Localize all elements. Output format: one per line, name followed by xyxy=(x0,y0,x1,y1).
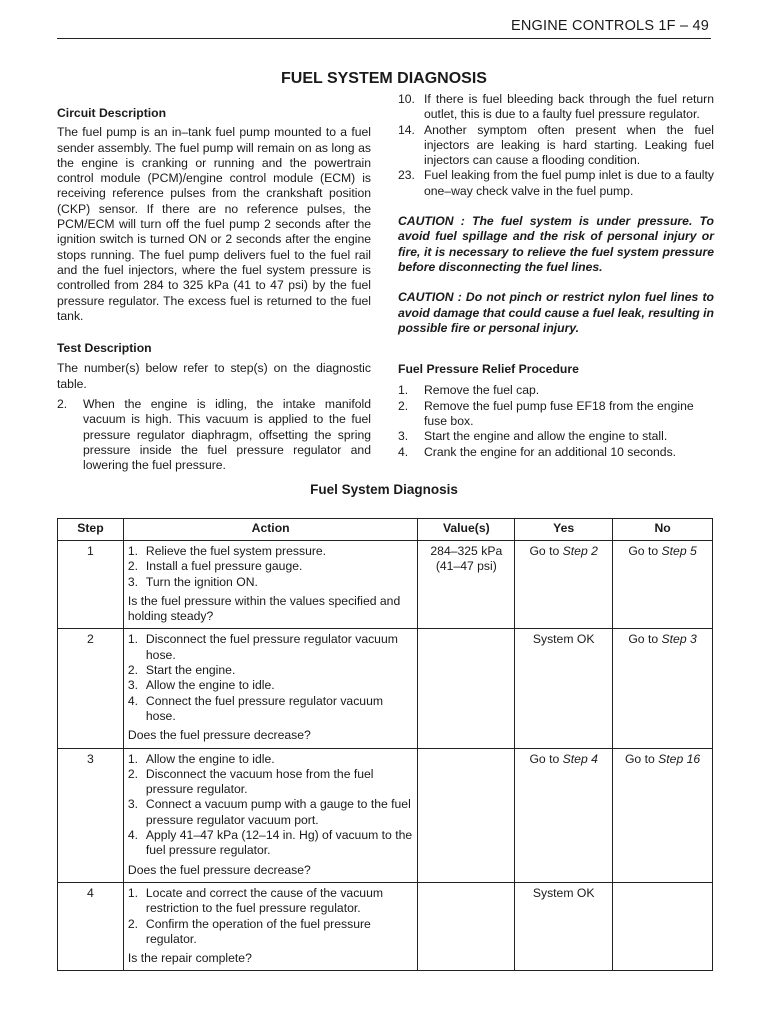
goto-prefix: Go to xyxy=(529,751,563,766)
goto-prefix: Go to xyxy=(624,751,659,766)
values-cell xyxy=(418,629,515,748)
no-step-link[interactable]: Step 16 xyxy=(658,751,701,766)
no-cell xyxy=(613,882,713,970)
relief-procedure-heading: Fuel Pressure Relief Procedure xyxy=(398,362,579,377)
action-text: Locate and correct the cause of the vacuum restriction to the fuel pressure regulator. xyxy=(145,885,384,916)
list-item xyxy=(398,92,714,123)
list-item-number: 4. xyxy=(398,444,409,459)
action-text: Connect a vacuum pump with a gauge to the fuel pressure regulator vacuum port. xyxy=(145,797,411,827)
list-item-text: If there is fuel bleeding back through the fuel return outlet, this is due to a faulty fuel pressure regulator. xyxy=(424,92,714,122)
column-header-step: Step xyxy=(58,519,124,541)
action-number: 3. xyxy=(127,797,139,812)
test-description-list-continued xyxy=(398,92,714,199)
table-row xyxy=(58,748,713,882)
action-number: 4. xyxy=(127,693,139,708)
values-cell xyxy=(418,748,515,882)
list-item-text: Remove the fuel pump fuse EF18 from the engine fuse box. xyxy=(424,398,694,429)
list-item-text: Remove the fuel cap. xyxy=(424,383,540,398)
values-cell xyxy=(418,882,515,970)
left-column xyxy=(57,106,371,474)
table-row xyxy=(58,541,713,629)
list-item-text: Crank the engine for an additional 10 seconds. xyxy=(424,444,677,459)
yes-cell xyxy=(515,882,613,970)
action-question: Is the repair complete? xyxy=(127,951,252,966)
header-text: ENGINE CONTROLS 1F – 49 xyxy=(511,18,709,34)
step-number: 1 xyxy=(58,541,124,629)
list-item xyxy=(398,429,714,444)
list-item xyxy=(398,399,714,430)
action-list xyxy=(128,752,413,859)
yes-result: System OK xyxy=(532,632,595,647)
step-number: 4 xyxy=(58,882,124,970)
action-item xyxy=(128,559,413,574)
action-number: 2. xyxy=(127,663,139,678)
list-item-text: Fuel leaking from the fuel pump inlet is due to a faulty one–way check valve in the fuel pump. xyxy=(424,168,714,198)
action-item xyxy=(128,752,413,767)
no-step-link[interactable]: Step 3 xyxy=(661,632,697,647)
caution-fuel-lines: CAUTION : Do not pinch or restrict nylon fuel lines to avoid damage that could cause a fuel leak, resulting in possible fire or personal injury. xyxy=(398,290,714,335)
value-psi: (41–47 psi) xyxy=(435,559,497,574)
page-header xyxy=(57,16,711,39)
list-item xyxy=(398,445,714,460)
list-item-number: 1. xyxy=(398,383,409,398)
yes-result: System OK xyxy=(532,885,595,900)
diagnosis-table xyxy=(57,518,713,971)
action-cell xyxy=(123,541,417,629)
yes-cell xyxy=(515,748,613,882)
circuit-description-heading: Circuit Description xyxy=(57,106,167,120)
yes-step-link[interactable]: Step 4 xyxy=(562,751,598,766)
step-number: 3 xyxy=(58,748,124,882)
goto-prefix: Go to xyxy=(628,544,662,558)
action-item xyxy=(128,544,413,559)
action-number: 1. xyxy=(127,544,139,558)
step-number: 2 xyxy=(58,629,124,748)
yes-cell xyxy=(515,541,613,629)
action-number: 2. xyxy=(127,559,139,574)
action-text: Turn the ignition ON. xyxy=(145,574,258,589)
caution-pressure: CAUTION : The fuel system is under pressure. To avoid fuel spillage and the risk of personal injury or fire, it is necessary to relieve the fuel system pressure before disconnecting the fuel lines. xyxy=(398,214,714,274)
action-list xyxy=(128,886,413,947)
action-item xyxy=(128,767,413,798)
goto-prefix: Go to xyxy=(628,632,662,647)
list-item-number: 10. xyxy=(398,92,415,106)
list-item xyxy=(398,123,714,169)
column-header-values: Value(s) xyxy=(418,519,515,541)
yes-cell xyxy=(515,629,613,748)
action-item xyxy=(128,663,413,678)
list-item-number: 2. xyxy=(398,398,409,413)
action-item xyxy=(128,632,413,663)
action-cell xyxy=(123,629,417,748)
column-header-action: Action xyxy=(123,519,417,541)
action-text: Disconnect the fuel pressure regulator vacuum hose. xyxy=(145,632,398,662)
value-kpa: 284–325 kPa xyxy=(430,544,503,558)
list-item-text: When the engine is idling, the intake manifold vacuum is high. This vacuum is applied to the fuel pressure regulator diaphragm, offsetting the spring pressure inside the fuel pressure regulator and lowering the fuel pressure. xyxy=(83,397,371,473)
yes-step-link[interactable]: Step 2 xyxy=(562,544,598,558)
test-description-intro: The number(s) below refer to step(s) on the diagnostic table. xyxy=(57,361,371,391)
right-column xyxy=(398,92,714,460)
action-item xyxy=(128,678,413,693)
list-item-text: Another symptom often present when the fuel injectors are leaking is hard starting. Leaking fuel injectors can cause a flooding condition. xyxy=(424,122,714,168)
list-item xyxy=(57,397,371,473)
action-item xyxy=(128,886,413,917)
column-header-no: No xyxy=(613,519,713,541)
no-step-link[interactable]: Step 5 xyxy=(661,544,697,558)
table-row xyxy=(58,882,713,970)
circuit-description-body: The fuel pump is an in–tank fuel pump mounted to a fuel sender assembly. The fuel pump will remain on as long as the engine is cranking or running and the powertrain control module (PCM)/engine control module (ECM) is receiving reference pulses from the crankshaft position (CKP) sensor. If there are no reference pulses, the PCM/ECM will turn off the fuel pump 2 seconds after the ignition switch is turned ON or 2 seconds after the engine stops running. The fuel pump delivers fuel to the fuel rail and the fuel injectors, where the fuel system pressure is controlled from 284 to 325 kPa (41 to 47 psi) by the fuel pressure regulator. The excess fuel is returned to the fuel tank. xyxy=(57,125,371,323)
action-text: Relieve the fuel system pressure. xyxy=(145,544,327,558)
table-title: Fuel System Diagnosis xyxy=(310,482,458,497)
action-number: 1. xyxy=(127,751,139,766)
column-header-yes: Yes xyxy=(515,519,613,541)
action-question: Does the fuel pressure decrease? xyxy=(127,728,311,743)
values-cell xyxy=(418,541,515,629)
list-item-text: Start the engine and allow the engine to stall. xyxy=(424,429,668,444)
relief-procedure-list xyxy=(398,383,714,459)
action-number: 2. xyxy=(127,766,139,781)
action-cell xyxy=(123,882,417,970)
document-title: FUEL SYSTEM DIAGNOSIS xyxy=(281,70,487,87)
action-item xyxy=(128,828,413,859)
action-item xyxy=(128,575,413,590)
action-number: 3. xyxy=(127,678,139,693)
list-item-number: 23. xyxy=(398,168,415,183)
action-text: Disconnect the vacuum hose from the fuel pressure regulator. xyxy=(145,766,374,797)
test-description-list xyxy=(57,397,371,473)
action-number: 1. xyxy=(127,885,139,900)
action-number: 2. xyxy=(127,916,139,931)
action-text: Allow the engine to idle. xyxy=(145,751,275,766)
no-cell xyxy=(613,748,713,882)
action-text: Apply 41–47 kPa (12–14 in. Hg) of vacuum to the fuel pressure regulator. xyxy=(145,828,413,858)
action-number: 1. xyxy=(127,632,139,647)
action-number: 3. xyxy=(127,574,139,589)
action-item xyxy=(128,917,413,948)
action-number: 4. xyxy=(127,828,139,843)
action-list xyxy=(128,544,413,590)
table-header-row xyxy=(58,519,713,541)
action-list xyxy=(128,632,413,724)
action-item xyxy=(128,797,413,828)
action-question: Does the fuel pressure decrease? xyxy=(127,862,311,877)
goto-prefix: Go to xyxy=(529,544,563,558)
action-text: Allow the engine to idle. xyxy=(145,678,275,693)
no-cell xyxy=(613,629,713,748)
table-row xyxy=(58,629,713,748)
action-text: Connect the fuel pressure regulator vacuum hose. xyxy=(145,693,383,723)
list-item-number: 2. xyxy=(57,397,68,412)
action-cell xyxy=(123,748,417,882)
list-item-number: 14. xyxy=(398,122,415,137)
action-text: Start the engine. xyxy=(145,663,236,678)
list-item-number: 3. xyxy=(398,429,409,444)
test-description-heading: Test Description xyxy=(57,341,152,356)
action-text: Install a fuel pressure gauge. xyxy=(145,559,303,574)
no-cell xyxy=(613,541,713,629)
action-question: Is the fuel pressure within the values specified and holding steady? xyxy=(127,593,401,624)
list-item xyxy=(398,168,714,199)
action-item xyxy=(128,694,413,725)
action-text: Confirm the operation of the fuel pressure regulator. xyxy=(145,916,371,946)
list-item xyxy=(398,383,714,398)
